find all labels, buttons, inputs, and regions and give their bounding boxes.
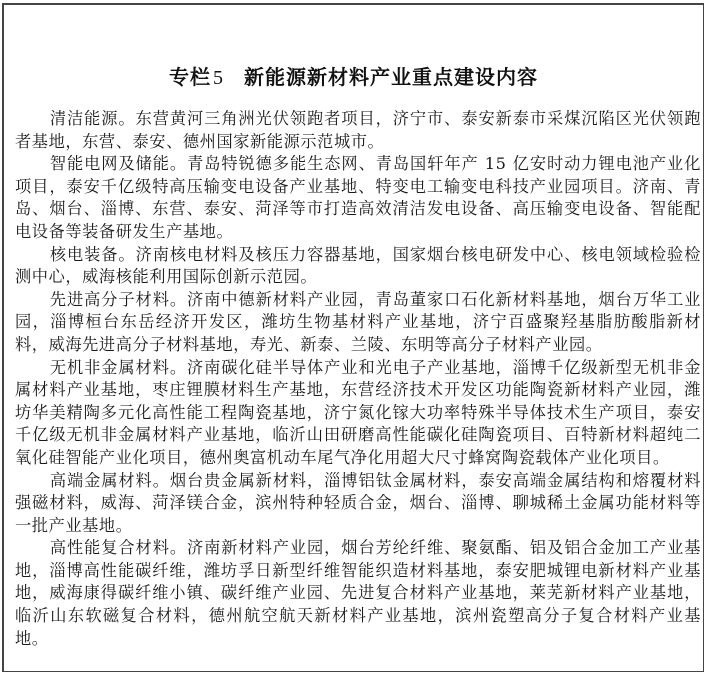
paragraph-text: 济南新材料产业园，烟台芳纶纤维、聚氨酯、铝及铝合金加工产业基地，淄博高性能碳纤维，潍坊孚日新型纤维智能织造材料基地，泰安肥城锂电新材料产业基地，威海康得碳纤维小镇、碳纤维产业园、先进复合材料产业基地，莱芜新材料产业基地，临沂山东软磁复合材料，德州航空航天新材料产业基地，滨州瓷塑高分子复合材料产业基地。 <box>15 538 701 648</box>
paragraph-heading: 先进高分子材料。 <box>49 289 187 309</box>
paragraph-heading: 清洁能源。 <box>49 109 136 128</box>
paragraph-heading: 无机非金属材料。 <box>49 357 187 377</box>
paragraph-heading: 高性能复合材料。 <box>49 538 187 558</box>
title-number: 5 <box>213 67 224 89</box>
paragraph-text: 济南中德新材料产业园，青岛董家口石化新材料基地，烟台万华工业园，淄博桓台东岳经济开发区，潍坊生物基材料产业基地，济宁百盛聚羟基脂肪酸脂新材料，威海先进高分子材料基地，寿光、新泰、兰陵、东明等高分子材料产业园。 <box>15 289 701 354</box>
paragraph-text: 烟台贵金属新材料，淄博铝钛金属材料，泰安高端金属结构和熔覆材料强磁材料，威海、菏泽镁合金，滨州特种轻质合金，烟台、淄博、聊城稀土金属功能材料等一批产业基地。 <box>15 470 701 535</box>
paragraph-polymer-materials <box>15 289 701 357</box>
paragraph-nuclear-equipment <box>15 244 701 289</box>
title-text: 新能源新材料产业重点建设内容 <box>244 65 538 89</box>
paragraph-metal-materials <box>15 470 701 538</box>
paragraph-text: 济南碳化硅半导体产业和光电子产业基地，淄博千亿级新型无机非金属材料产业基地，枣庄锂膜材料生产基地，东营经济技术开发区功能陶瓷新材料产业园，潍坊华美精陶多元化高性能工程陶瓷基地，济宁氮化镓大功率特殊半导体技术生产项目，泰安千亿级无机非金属材料产业基地，临沂山田研磨高性能碳化硅陶瓷项目、百特新材料超纯二氧化硅智能产业化项目，德州奥富机动车尾气净化用超大尺寸蜂窝陶瓷载体产业化项目。 <box>15 357 701 467</box>
paragraph-heading: 智能电网及储能。 <box>49 154 188 174</box>
paragraph-text: 青岛特锐德多能生态网、青岛国轩年产 15 亿安时动力锂电池产业化项目，泰安千亿级特高压输变电设备产业基地、特变电工输变电科技产业园项目。济南、青岛、烟台、淄博、东营、泰安、菏泽等市打造高效清洁发电设备、高压输变电设备、智能配电设备等装备研发生产基地。 <box>15 154 701 241</box>
box-title <box>4 61 703 90</box>
paragraph-clean-energy <box>15 108 701 153</box>
paragraph-heading: 核电装备。 <box>49 244 136 264</box>
paragraph-composite-materials <box>15 537 701 650</box>
column-box-frame <box>2 3 704 672</box>
paragraph-inorganic-nonmetal <box>15 357 701 470</box>
paragraph-smart-grid <box>15 153 701 243</box>
paragraph-text: 东营黄河三角洲光伏领跑者项目，济宁市、泰安新泰市采煤沉陷区光伏领跑者基地，东营、泰安、德州国家新能源示范城市。 <box>15 109 701 151</box>
paragraph-text: 济南核电材料及核压力容器基地，国家烟台核电研发中心、核电领域检验检测中心，威海核能利用国际创新示范园。 <box>15 244 701 287</box>
paragraph-heading: 高端金属材料。 <box>49 470 170 490</box>
title-prefix: 专栏 <box>169 65 211 89</box>
box-body <box>15 108 701 650</box>
